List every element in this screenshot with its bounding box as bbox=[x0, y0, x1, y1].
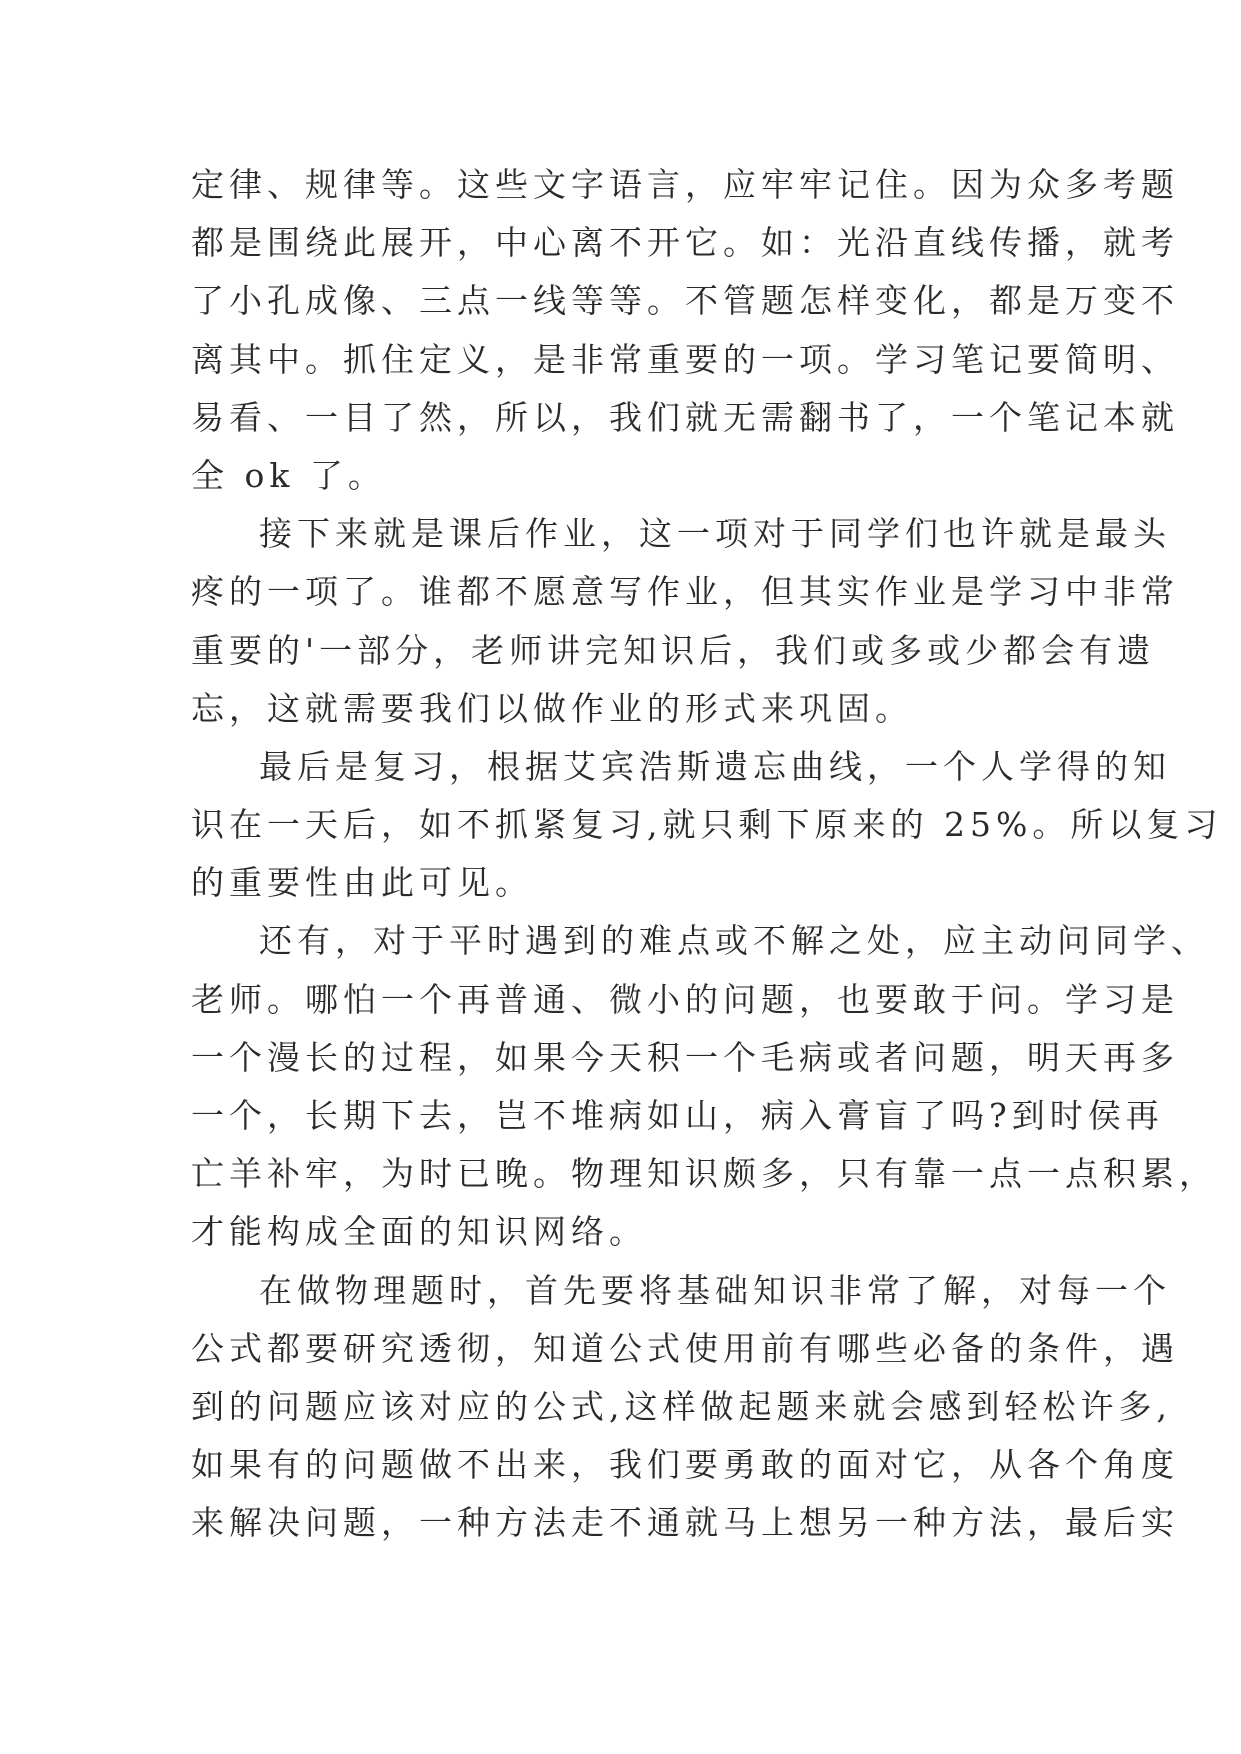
document-body bbox=[191, 156, 1223, 1553]
text-line: 如果有的问题做不出来，我们要勇敢的面对它，从各个角度 bbox=[191, 1445, 1179, 1485]
text-line: 了小孔成像、三点一线等等。不管题怎样变化，都是万变不 bbox=[191, 281, 1179, 321]
text-line: 疼的一项了。谁都不愿意写作业，但其实作业是学习中非常 bbox=[191, 572, 1179, 612]
text-line: 老师。哪怕一个再普通、微小的问题，也要敢于问。学习是 bbox=[191, 979, 1179, 1019]
text-line: 到的问题应该对应的公式,这样做起题来就会感到轻松许多, bbox=[191, 1386, 1172, 1426]
text-line: 的重要性由此可见。 bbox=[191, 863, 533, 903]
paragraph-start-line: 还有，对于平时遇到的难点或不解之处，应主动问同学、 bbox=[259, 921, 1209, 961]
text-line: 易看、一目了然，所以，我们就无需翻书了，一个笔记本就 bbox=[191, 397, 1179, 437]
text-line: 忘，这就需要我们以做作业的形式来巩固。 bbox=[191, 688, 913, 728]
paragraph-start-line: 接下来就是课后作业，这一项对于同学们也许就是最头 bbox=[259, 514, 1171, 554]
text-line: 来解决问题，一种方法走不通就马上想另一种方法，最后实 bbox=[191, 1503, 1179, 1543]
text-line: 识在一天后，如不抓紧复习,就只剩下原来的 25%。所以复习 bbox=[191, 805, 1223, 845]
text-line: 定律、规律等。这些文字语言，应牢牢记住。因为众多考题 bbox=[191, 165, 1179, 204]
paragraph-start-line: 在做物理题时，首先要将基础知识非常了解，对每一个 bbox=[259, 1270, 1171, 1310]
text-line: 重要的'一部分，老师讲完知识后，我们或多或少都会有遗 bbox=[191, 630, 1156, 670]
text-line: 才能构成全面的知识网络。 bbox=[191, 1212, 647, 1252]
text-line: 公式都要研究透彻，知道公式使用前有哪些必备的条件，遇 bbox=[191, 1328, 1179, 1368]
text-line: 亡羊补牢，为时已晚。物理知识颇多，只有靠一点一点积累， bbox=[191, 1154, 1217, 1194]
text-line: 一个漫长的过程，如果今天积一个毛病或者问题，明天再多 bbox=[191, 1037, 1179, 1077]
text-line: 全 ok 了。 bbox=[191, 455, 386, 495]
paragraph-start-line: 最后是复习，根据艾宾浩斯遗忘曲线，一个人学得的知 bbox=[259, 746, 1171, 786]
text-line: 离其中。抓住定义，是非常重要的一项。学习笔记要简明、 bbox=[191, 339, 1179, 379]
text-line: 一个，长期下去，岂不堆病如山，病入膏盲了吗?到时侯再 bbox=[191, 1096, 1164, 1135]
text-line: 都是围绕此展开，中心离不开它。如：光沿直线传播，就考 bbox=[191, 223, 1179, 263]
